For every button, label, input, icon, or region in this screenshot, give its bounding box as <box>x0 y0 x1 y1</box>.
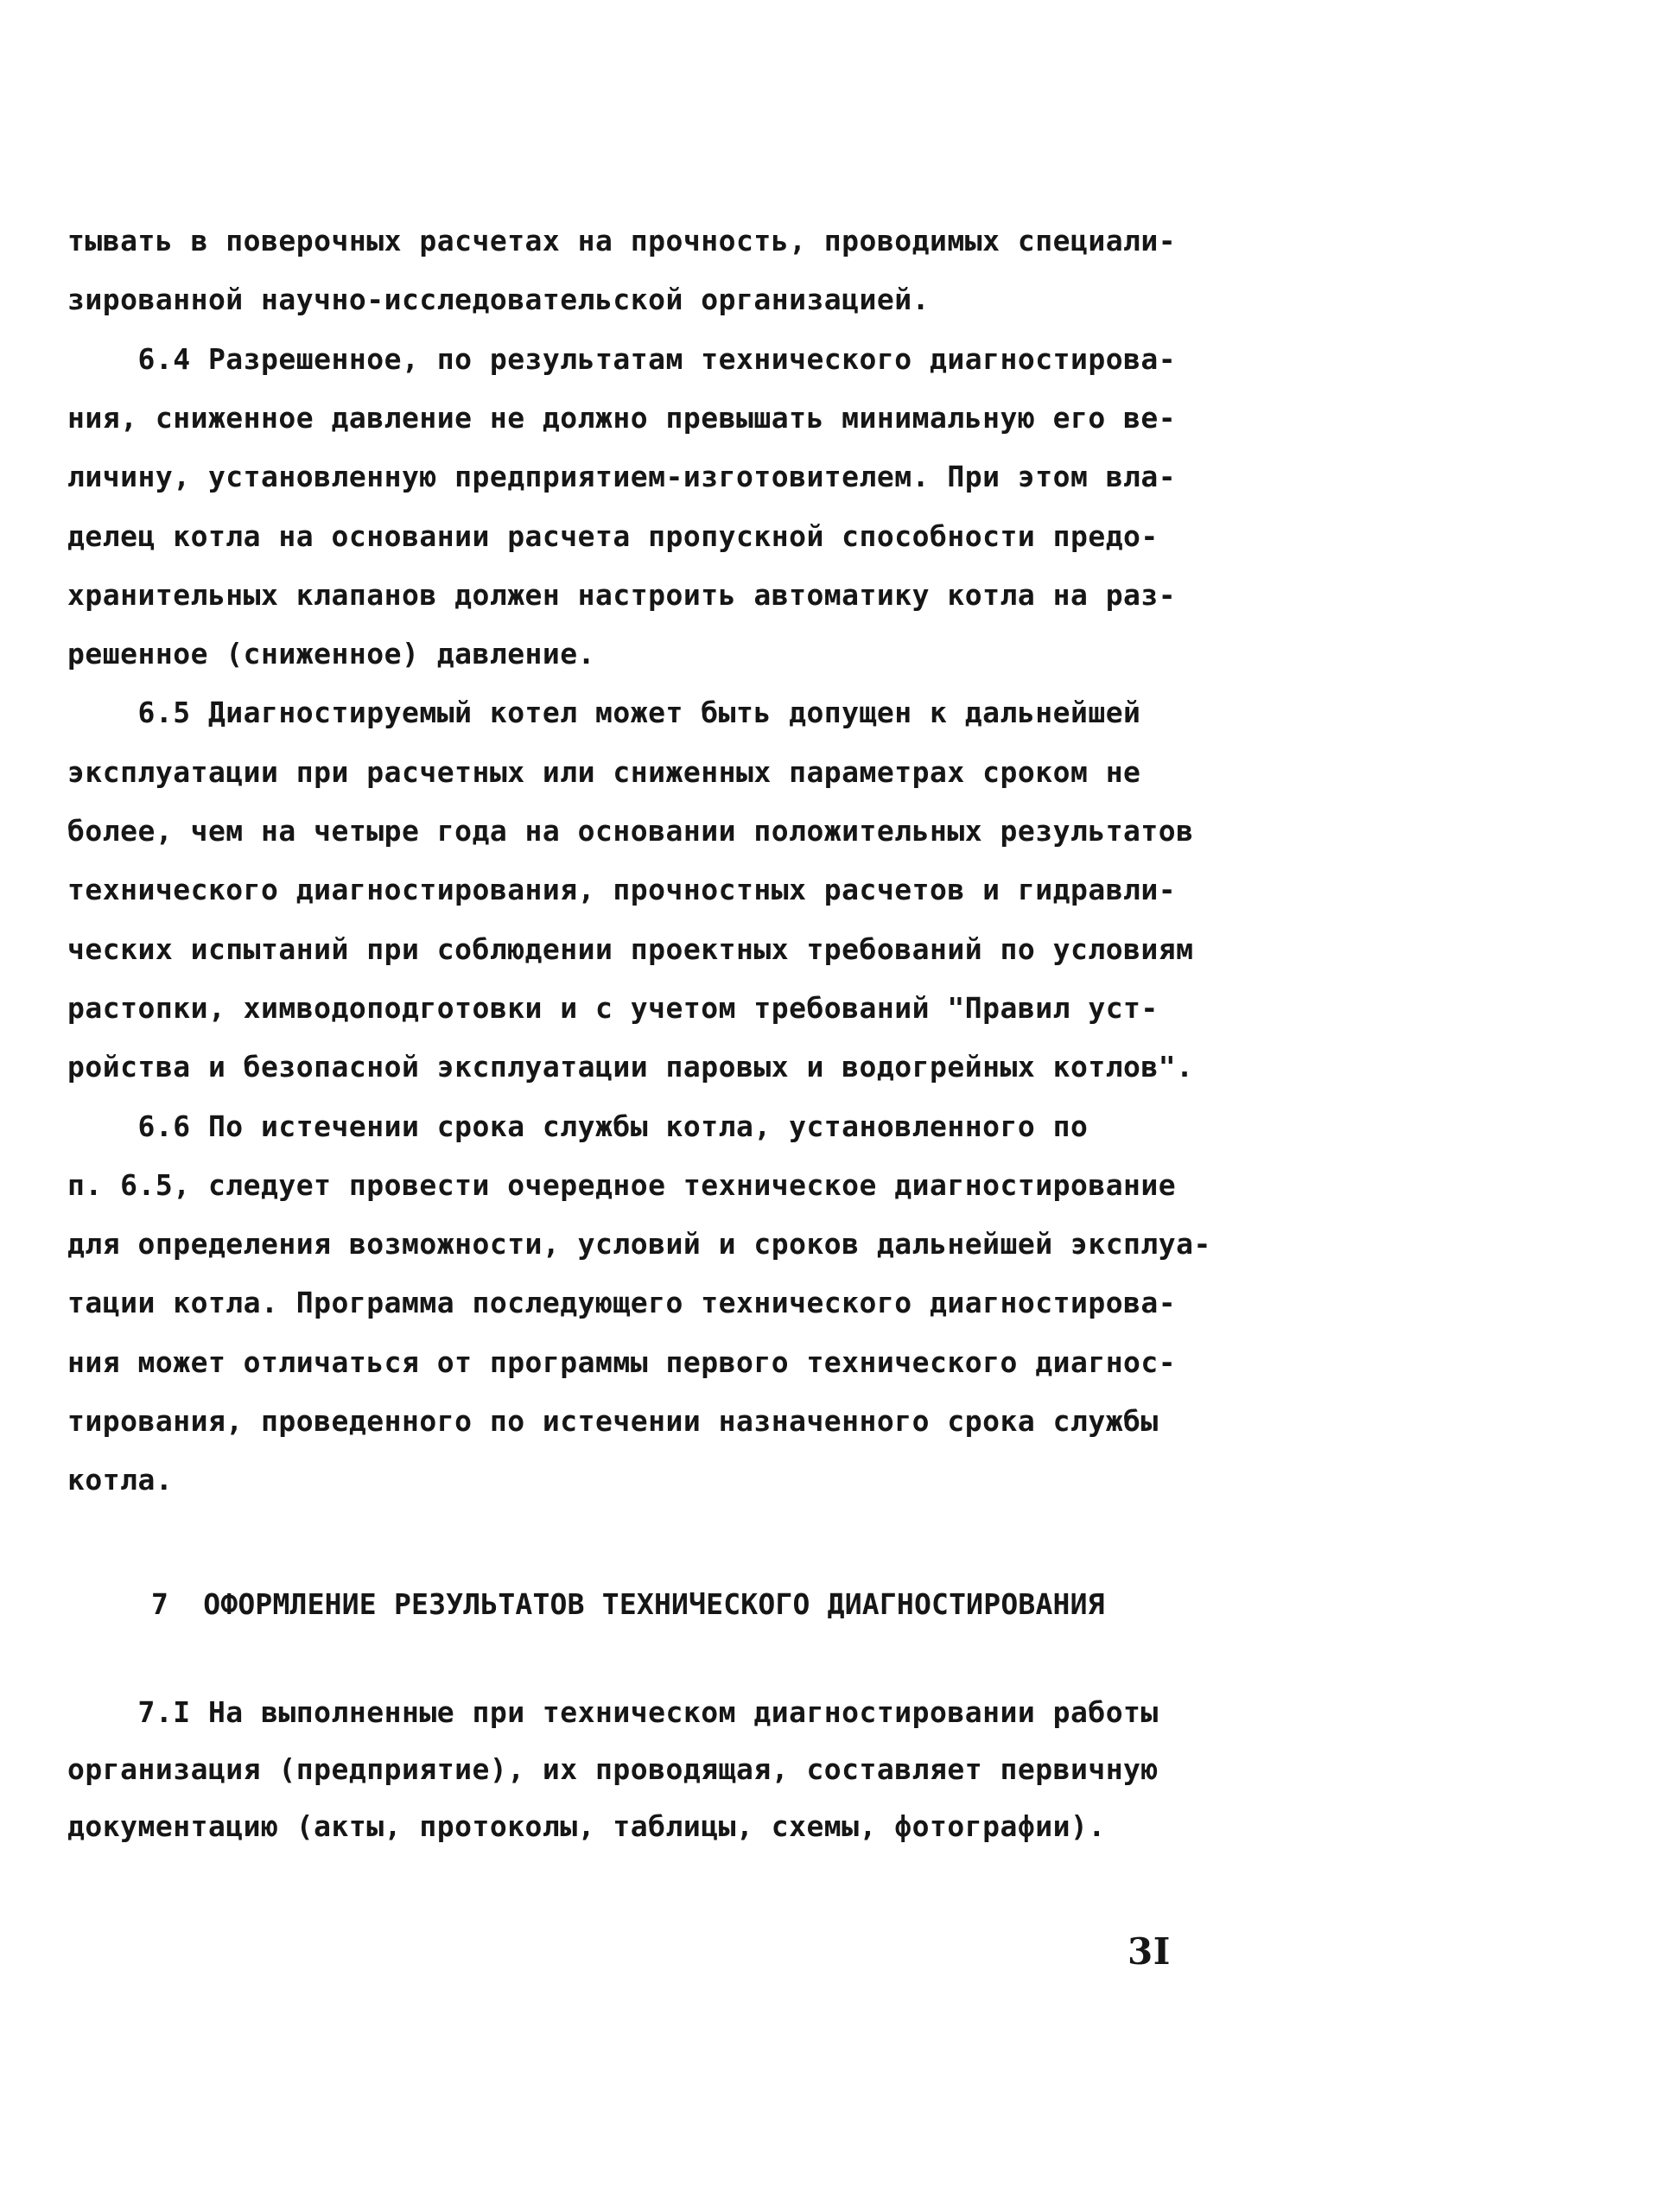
text-line: более, чем на четыре года на основании положительных результатов <box>67 814 1194 848</box>
text-line: решенное (сниженное) давление. <box>67 637 596 671</box>
text-line: зированной научно-исследовательской организацией. <box>67 283 931 317</box>
text-line: документацию (акты, протоколы, таблицы, схемы, фотографии). <box>67 1809 1106 1843</box>
text-line: ческих испытаний при соблюдении проектных требований по условиям <box>67 931 1194 966</box>
text-line: хранительных клапанов должен настроить автоматику котла на раз- <box>67 577 1177 612</box>
text-line: организация (предприятие), их проводящая, составляет первичную <box>67 1752 1159 1786</box>
text-line: 6.4 Разрешенное, по результатам технического диагностирова- <box>67 341 1177 376</box>
text-line: ния, сниженное давление не должно превышать минимальную его ве- <box>67 400 1177 435</box>
text-line: 7.I На выполненные при техническом диагностировании работы <box>67 1695 1159 1729</box>
text-line: делец котла на основании расчета пропускной способности предо- <box>67 518 1159 553</box>
text-line: тывать в поверочных расчетах на прочность, проводимых специали- <box>67 224 1177 257</box>
text-line: 6.5 Диагностируемый котел может быть допущен к дальнейшей <box>67 696 1141 730</box>
text-line: тирования, проведенного по истечении назначенного срока службы <box>67 1404 1159 1438</box>
text-line: растопки, химводоподготовки и с учетом требований "Правил уст- <box>67 990 1159 1025</box>
text-line: для определения возможности, условий и сроков дальнейшей эксплуа- <box>67 1227 1211 1262</box>
text-line: ройства и безопасной эксплуатации паровых и водогрейных котлов". <box>67 1050 1194 1084</box>
section-heading: 7 ОФОРМЛЕНИЕ РЕЗУЛЬТАТОВ ТЕХНИЧЕСКОГО ДИАГНОСТИРОВАНИЯ <box>151 1587 1105 1621</box>
text-line: личину, установленную предприятием-изготовителем. При этом вла- <box>67 460 1177 494</box>
page-number: 3I <box>1128 1930 1171 1973</box>
text-line: эксплуатации при расчетных или сниженных параметрах сроком не <box>67 754 1141 789</box>
text-line: тации котла. Программа последующего технического диагностирова- <box>67 1286 1177 1320</box>
text-line: технического диагностирования, прочностных расчетов и гидравли- <box>67 873 1177 907</box>
text-line: п. 6.5, следует провести очередное техническое диагностирование <box>67 1167 1177 1202</box>
text-line: ния может отличаться от программы первого технического диагнос- <box>67 1344 1177 1379</box>
text-line: котла. <box>67 1463 174 1497</box>
text-line: 6.6 По истечении срока службы котла, установленного по <box>67 1109 1089 1143</box>
